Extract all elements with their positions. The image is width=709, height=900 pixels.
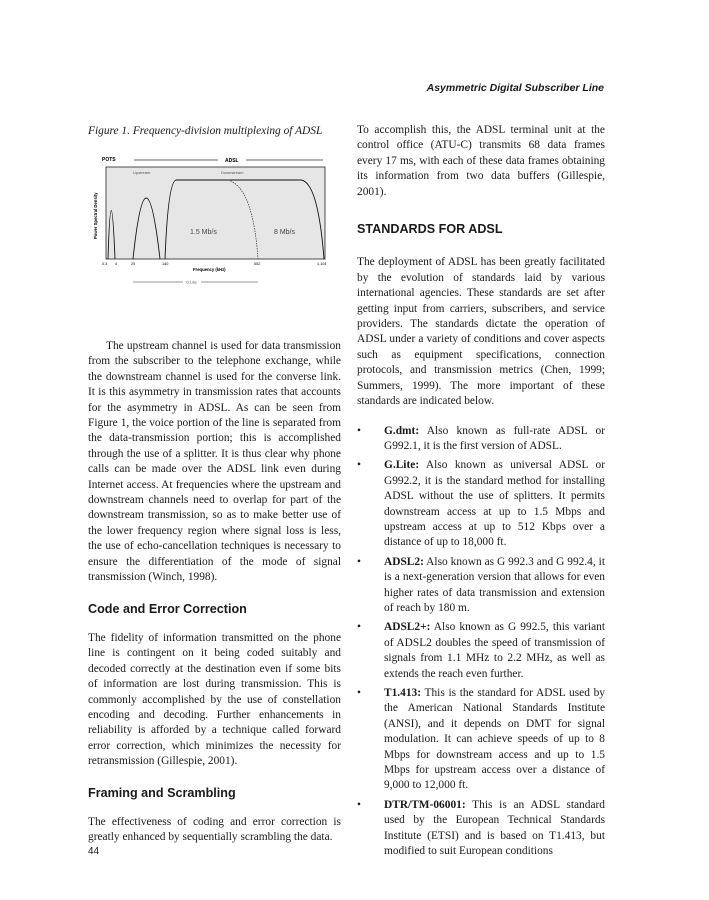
downstream-label: Downstream: [221, 170, 244, 175]
section-heading: Code and Error Correction: [88, 601, 247, 616]
paragraph: The upstream channel is used for data transmission from the subscriber to the telephone exchange, while the downstream channel is used for the converse link. It is this asymmetry in transmission rates that accounts for the asymmetry in ADSL. As can be seen from Figure 1, the voice portion of the line is separated from the data-transmission portion; this is accomplished through the use of a splitter. It is thus clear why phone calls can be made over the ADSL link even during Internet access. At frequencies where the upstream and downstream channels need to overlap for part of the downstream transmission, so as to make better use of the lower frequency region where signal loss is less, the use of echo-cancellation techniques is necessary to ensure the differentiation of the mode of signal transmission (Winch, 1998).: [88, 340, 341, 584]
running-head: Asymmetric Digital Subscriber Line: [426, 82, 604, 94]
glite-rate-label: 1.5 Mb/s: [190, 229, 217, 236]
tick: 552: [254, 262, 261, 266]
section-heading: STANDARDS FOR ADSL: [357, 222, 503, 237]
list-item: • DTR/TM-06001: This is an ADSL standard used by the European Technical Standards Institute (ETSI) and is based on T1.413, but modified to suit European conditions: [357, 798, 605, 860]
tick: 1,104: [317, 262, 327, 266]
list-item: • ADSL2+: Also known as G 992.5, this variant of ADSL2 doubles the speed of transmission of signals from 1.1 MHz to 2.2 MHz, as well as extends the reach even further.: [357, 620, 605, 682]
figure-caption: Figure 1. Frequency-division multiplexing of ADSL: [88, 125, 323, 137]
right-column: [357, 123, 605, 863]
list-item: • ADSL2: Also known as G 992.3 and G 992.4, it is a next-generation version that allows for even higher rates of data transmission and extension of reach by 180 m.: [357, 555, 605, 617]
list-item: • G.dmt: Also known as full-rate ADSL or G992.1, it is the first version of ADSL.: [357, 424, 605, 455]
plot-area: [106, 167, 325, 259]
paragraph: To accomplish this, the ADSL terminal unit at the control office (ATU-C) transmits 68 data frames every 17 ms, with each of these data frames obtaining its information from two data buffers (Gillespie, 2001).: [357, 124, 605, 198]
section-heading: Framing and Scrambling: [88, 785, 236, 800]
adsl-spectrum-figure: [88, 147, 338, 289]
standards-list: [357, 424, 605, 860]
adsl-rate-label: 8 Mb/s: [274, 229, 296, 236]
y-axis-label: Power Spectral Density: [93, 192, 98, 239]
page-number: 44: [88, 846, 100, 857]
pots-label: POTS: [102, 157, 116, 163]
paragraph: The fidelity of information transmitted on the phone line is contingent on it being coded suitably and decoded correctly at the destination even if some bits of information are lost during transmission. This is commonly accomplished by the use of constellation encoding and decoding. Further enhancements in reliability is afforded by a technique called forward error correction, which minimizes the necessity for retransmission (Gillespie, 2001).: [88, 631, 341, 768]
tick: 4: [115, 262, 118, 266]
list-item: • G.Lite: Also known as universal ADSL or G992.2, it is the standard method for installing ADSL without the use of splitters. It permits downstream access at up to 1.5 Mbps and upstream access at up to 512 Kbps over a distance of up to 18,000 ft.: [357, 458, 605, 550]
tick: 0.3: [102, 262, 108, 266]
tick: 25: [131, 262, 136, 266]
adsl-label: ADSL: [225, 158, 239, 164]
paragraph: The deployment of ADSL has been greatly facilitated by the evolution of standards laid by various international agencies. These standards are set after getting input from carriers, subscribers, and service providers. The standards dictate the operation of ADSL under a variety of conditions and cover aspects such as equipment specifications, connection protocols, and transmission metrics (Chen, 1999; Summers, 1999). The more important of these standards are indicated below.: [357, 256, 605, 408]
glite-range-label: G.Lite: [186, 279, 197, 285]
tick: 140: [162, 262, 169, 266]
upstream-label: Upstream: [133, 170, 151, 175]
list-item: • T1.413: This is the standard for ADSL used by the American National Standards Institute (ANSI), and it depends on DMT for signal modulation. It can achieve speeds of up to 8 Mbps for downstream access and up to 1.5 Mbps for upstream access over a distance of 9,000 to 12,000 ft.: [357, 686, 605, 794]
paragraph: The effectiveness of coding and error correction is greatly enhanced by sequentially scrambling the data.: [88, 815, 341, 844]
left-column: [88, 339, 341, 846]
x-axis-label: Frequency (kHz): [193, 267, 226, 272]
